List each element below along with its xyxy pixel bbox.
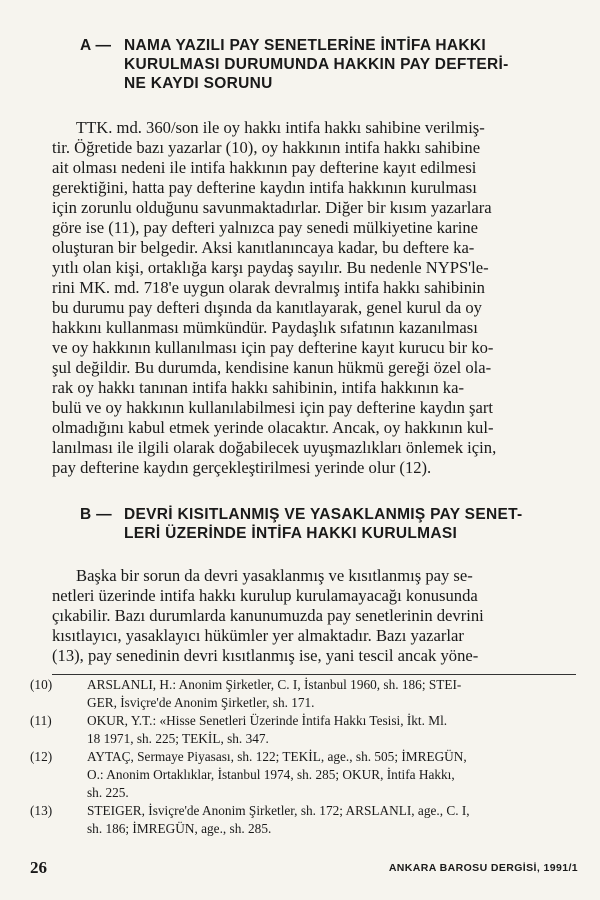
footnote	[30, 748, 580, 802]
body-line: TTK. md. 360/son ile oy hakkı intifa hakkı sahibine verilmiş-	[76, 118, 485, 137]
section-a-title-line: NE KAYDI SORUNU	[124, 75, 273, 92]
footnote-line: ARSLANLI, H.: Anonim Şirketler, C. I, İstanbul 1960, sh. 186; STEI-	[87, 677, 462, 692]
section-b-heading	[80, 505, 580, 543]
footnote-line: GER, İsviçre'de Anonim Şirketler, sh. 171.	[87, 695, 315, 710]
body-line: olmadığını kabul etmek yerinde olacaktır. Ancak, oy hakkının kul-	[52, 418, 494, 437]
footnote-line: STEIGER, İsviçre'de Anonim Şirketler, sh. 172; ARSLANLI, age., C. I,	[87, 803, 470, 818]
body-line: lanılması ile ilgili olarak doğabilecek uyuşmazlıkları önlemek için,	[52, 438, 497, 457]
section-b-body	[52, 566, 576, 666]
footnote-line: OKUR, Y.T.: «Hisse Senetleri Üzerinde İntifa Hakkı Tesisi, İkt. Ml.	[87, 713, 448, 728]
footnote	[30, 676, 580, 712]
journal-title: ANKARA BAROSU DERGİSİ, 1991/1	[388, 862, 578, 874]
body-line: Başka bir sorun da devri yasaklanmış ve kısıtlanmış pay se-	[76, 566, 473, 585]
footnote-number: (12)	[30, 749, 53, 764]
body-line: yıtlı olan kişi, ortaklığa karşı paydaş sayılır. Bu nedenle NYPS'le-	[52, 258, 489, 277]
section-a-title-line: NAMA YAZILI PAY SENETLERİNE İNTİFA HAKKI	[124, 37, 486, 54]
footnote	[30, 712, 580, 748]
body-line: çıkabilir. Bazı durumlarda kanunumuzda pay senetlerinin devrini	[52, 606, 484, 625]
footnotes	[30, 676, 580, 838]
section-a-heading	[80, 36, 580, 93]
body-line: rini MK. md. 718'e uygun olarak devralmış intifa hakkı sahibinin	[52, 278, 485, 297]
body-line: gerektiğini, hatta pay defterine kaydın intifa hakkının kurulması	[52, 178, 477, 197]
body-line: tir. Öğretide bazı yazarlar (10), oy hakkının intifa hakkı sahibine	[52, 138, 481, 157]
footnote-number: (13)	[30, 803, 53, 818]
section-a-letter: A —	[80, 37, 112, 54]
section-b-title-line: DEVRİ KISITLANMIŞ VE YASAKLANMIŞ PAY SENET-	[124, 506, 523, 523]
body-line: rak oy hakkı tanınan intifa hakkı sahibinin, intifa hakkının ka-	[52, 378, 464, 397]
section-b-title-line: LERİ ÜZERİNDE İNTİFA HAKKI KURULMASI	[124, 525, 458, 542]
body-line: için zorunlu olduğunu savunmaktadırlar. Diğer bir kısım yazarlara	[52, 198, 492, 217]
body-line: ait olması nedeni ile intifa hakkının pay defterine kayıt edilmesi	[52, 158, 477, 177]
footnote-number: (10)	[30, 677, 53, 692]
page-number: 26	[30, 858, 47, 877]
footnote-line: O.: Anonim Ortaklıklar, İstanbul 1974, sh. 285; OKUR, İntifa Hakkı,	[87, 767, 455, 782]
section-a-body	[52, 118, 576, 478]
body-line: bu durumu pay defteri dışında da kanıtlayarak, genel kurul da oy	[52, 298, 482, 317]
body-line: pay defterine kaydın gerçekleştirilmesi yerinde olur (12).	[52, 458, 432, 477]
body-line: hakkını kullanması mümkündür. Paydaşlık sıfatının kazanılması	[52, 318, 478, 337]
body-line: netleri üzerinde intifa hakkı kurulup kurulamayacağı konusunda	[52, 586, 478, 605]
footnote-number: (11)	[30, 713, 52, 728]
section-a-title-line: KURULMASI DURUMUNDA HAKKIN PAY DEFTERİ-	[124, 56, 509, 73]
body-line: (13), pay senedinin devri kısıtlanmış ise, yani tescil ancak yöne-	[52, 646, 479, 665]
footnote	[30, 802, 580, 838]
footnote-line: 18 1971, sh. 225; TEKİL, sh. 347.	[87, 731, 269, 746]
body-line: bulü ve oy hakkının kullanılabilmesi için pay defterine kaydın şart	[52, 398, 494, 417]
body-line: kısıtlayıcı, yasaklayıcı hükümler yer almaktadır. Bazı yazarlar	[52, 626, 464, 645]
footnote-line: AYTAÇ, Sermaye Piyasası, sh. 122; TEKİL, age., sh. 505; İMREGÜN,	[87, 749, 467, 764]
footnote-divider	[52, 674, 576, 675]
body-line: şul değildir. Bu durumda, kendisine kanun hükmü gereği özel ola-	[52, 358, 492, 377]
section-b-letter: B —	[80, 506, 112, 523]
footnote-line: sh. 225.	[87, 785, 129, 800]
footnote-line: sh. 186; İMREGÜN, age., sh. 285.	[87, 821, 272, 836]
body-line: göre ise (11), pay defteri yalnızca pay senedi mülkiyetine karine	[52, 218, 479, 237]
body-line: oluşturan bir belgedir. Aksi kanıtlanıncaya kadar, bu deftere ka-	[52, 238, 475, 257]
body-line: ve oy hakkının kullanılması için pay defterine kayıt kurucu bir ko-	[52, 338, 494, 357]
